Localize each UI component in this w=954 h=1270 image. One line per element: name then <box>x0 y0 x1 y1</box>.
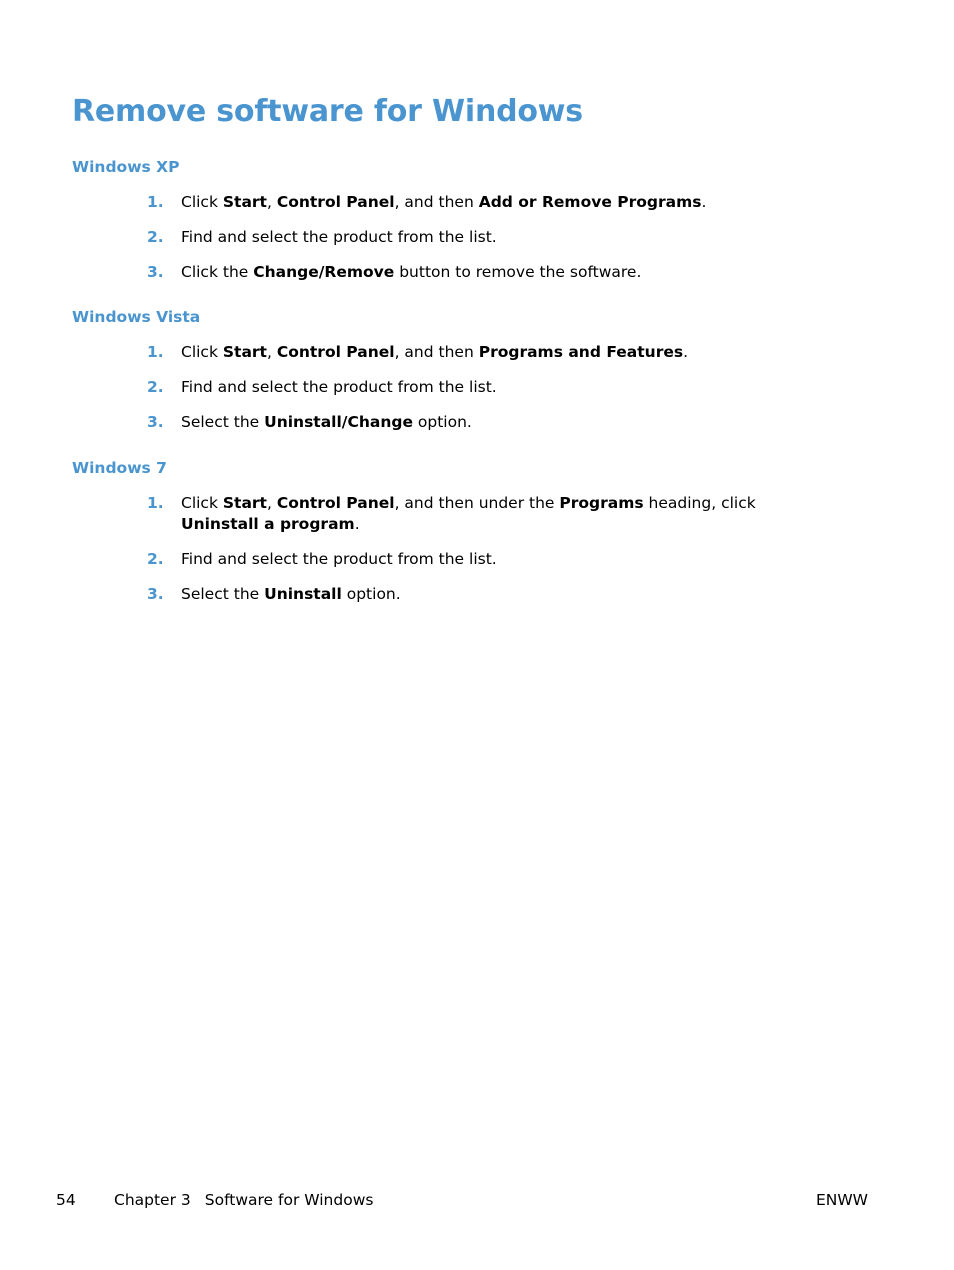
step-number: 3. <box>147 413 164 431</box>
step-emphasis: Start <box>222 343 267 361</box>
step-text: Select the <box>181 585 265 603</box>
step-item <box>72 262 821 283</box>
step-list <box>72 493 872 605</box>
step-text: , <box>266 494 277 512</box>
step-text: Select the <box>181 413 265 431</box>
step-text: , and then <box>394 343 479 361</box>
page-number: 54 <box>56 1191 76 1209</box>
step-emphasis: Control Panel <box>276 494 395 512</box>
step-text: , <box>266 343 277 361</box>
section-windows-xp <box>72 156 872 283</box>
chapter-title: Software for Windows <box>204 1191 374 1209</box>
step-item <box>72 227 821 248</box>
step-number: 2. <box>147 550 164 568</box>
step-number: 1. <box>147 193 164 211</box>
step-text: option. <box>341 585 401 603</box>
step-text: , and then under the <box>394 494 560 512</box>
step-text: . <box>683 343 689 361</box>
step-item <box>72 342 821 363</box>
step-text: , and then <box>394 193 479 211</box>
step-emphasis: Start <box>222 193 267 211</box>
step-text: Find and select the product from the list. <box>181 228 497 246</box>
step-text: , <box>266 193 277 211</box>
step-emphasis: Programs <box>559 494 644 512</box>
section-windows-7 <box>72 457 872 605</box>
step-emphasis: Uninstall/Change <box>264 413 413 431</box>
step-item <box>72 493 821 535</box>
step-number: 2. <box>147 228 164 246</box>
step-text: heading, click <box>643 494 756 512</box>
step-item <box>72 549 821 570</box>
step-text: . <box>701 193 707 211</box>
step-list <box>72 192 872 283</box>
step-list <box>72 342 872 433</box>
page-title: Remove software for Windows <box>72 94 583 129</box>
step-text: . <box>354 515 360 533</box>
step-number: 1. <box>147 494 164 512</box>
step-text: option. <box>412 413 472 431</box>
step-text: Click <box>181 343 223 361</box>
step-emphasis: Uninstall <box>264 585 342 603</box>
step-item <box>72 377 821 398</box>
step-emphasis: Uninstall a program <box>181 515 355 533</box>
step-text: Click the <box>181 263 254 281</box>
section-heading: Windows 7 <box>72 459 167 477</box>
step-item <box>72 192 821 213</box>
step-number: 3. <box>147 585 164 603</box>
step-emphasis: Control Panel <box>276 343 395 361</box>
step-item <box>72 412 821 433</box>
step-number: 2. <box>147 378 164 396</box>
step-number: 3. <box>147 263 164 281</box>
footer-locale-code: ENWW <box>815 1191 868 1209</box>
step-number: 1. <box>147 343 164 361</box>
step-text: button to remove the software. <box>394 263 642 281</box>
step-text: Click <box>181 494 223 512</box>
section-heading: Windows XP <box>72 158 180 176</box>
chapter-label: Chapter 3 <box>114 1191 191 1209</box>
step-text: Find and select the product from the list. <box>181 378 497 396</box>
step-emphasis: Start <box>222 494 267 512</box>
step-emphasis: Change/Remove <box>253 263 395 281</box>
step-emphasis: Add or Remove Programs <box>478 193 702 211</box>
step-emphasis: Control Panel <box>276 193 395 211</box>
step-text: Click <box>181 193 223 211</box>
step-text: Find and select the product from the list. <box>181 550 497 568</box>
footer-chapter <box>114 1189 373 1211</box>
step-emphasis: Programs and Features <box>478 343 684 361</box>
section-windows-vista <box>72 306 872 433</box>
step-item <box>72 584 821 605</box>
section-heading: Windows Vista <box>72 308 201 326</box>
